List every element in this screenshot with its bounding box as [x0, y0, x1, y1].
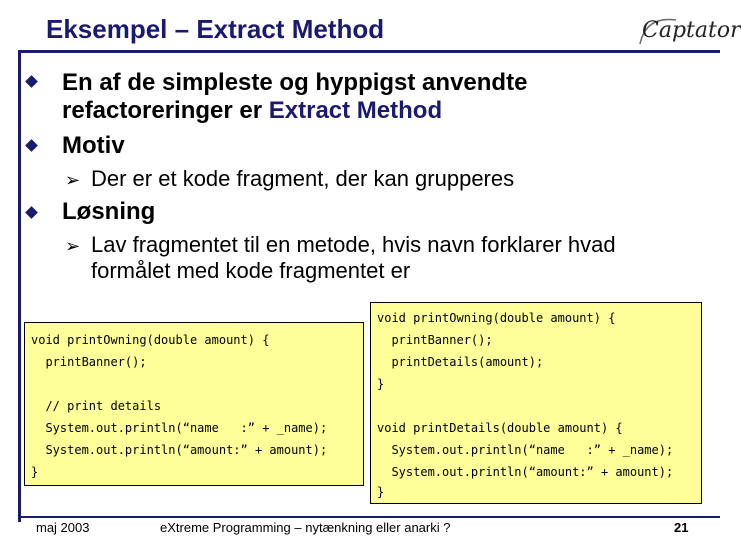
code-line: }	[377, 377, 385, 391]
code-line: }	[377, 485, 385, 499]
bullet-1-line-1: En af de simpleste og hyppigst anvendte	[62, 69, 528, 96]
footer-title: eXtreme Programming – nytænkning eller anarki ?	[160, 520, 451, 535]
code-before-box	[24, 322, 364, 486]
bullet-diamond-icon	[25, 206, 38, 219]
code-line: printBanner();	[31, 355, 147, 369]
code-line: System.out.println(“name :” + _name);	[31, 421, 328, 435]
code-line: void printOwning(double amount) {	[31, 333, 270, 347]
code-line: void printDetails(double amount) {	[377, 421, 623, 435]
left-rule	[18, 52, 21, 522]
code-after-box	[370, 302, 702, 504]
logo-text: Captator	[642, 18, 741, 43]
bullet-diamond-icon	[25, 139, 38, 152]
bullet-2-text: Motiv	[62, 132, 125, 159]
subbullet-1-text: Der er et kode fragment, der kan grupperes	[91, 166, 515, 191]
page-number: 21	[674, 520, 689, 535]
bullet-1-highlight: Extract Method	[268, 97, 443, 124]
bullet-1-text: refactoreringer er	[62, 97, 269, 124]
bullet-1-line-2	[62, 96, 442, 126]
code-line: printBanner();	[377, 333, 493, 347]
code-line: printDetails(amount);	[377, 355, 544, 369]
code-line: System.out.println(“amount:” + amount);	[377, 465, 674, 479]
footer-date: maj 2003	[36, 520, 90, 535]
subbullet-2-line-2: formålet med kode fragmentet er	[91, 258, 411, 283]
title-rule	[18, 50, 720, 53]
arrow-bullet-icon: ➢	[65, 170, 81, 190]
code-line: void printOwning(double amount) {	[377, 311, 616, 325]
code-line: System.out.println(“name :” + _name);	[377, 443, 674, 457]
code-line: // print details	[31, 399, 162, 413]
bullet-diamond-icon	[25, 75, 38, 88]
slide-title: Eksempel – Extract Method	[46, 14, 385, 44]
captator-logo	[636, 14, 741, 48]
code-line: System.out.println(“amount:” + amount);	[31, 443, 328, 457]
footer-rule	[18, 516, 720, 518]
bullet-3-text: Løsning	[62, 198, 156, 225]
arrow-bullet-icon: ➢	[65, 236, 81, 256]
code-line: }	[31, 465, 39, 479]
subbullet-2-line-1: Lav fragmentet til en metode, hvis navn forklarer hvad	[91, 232, 616, 257]
